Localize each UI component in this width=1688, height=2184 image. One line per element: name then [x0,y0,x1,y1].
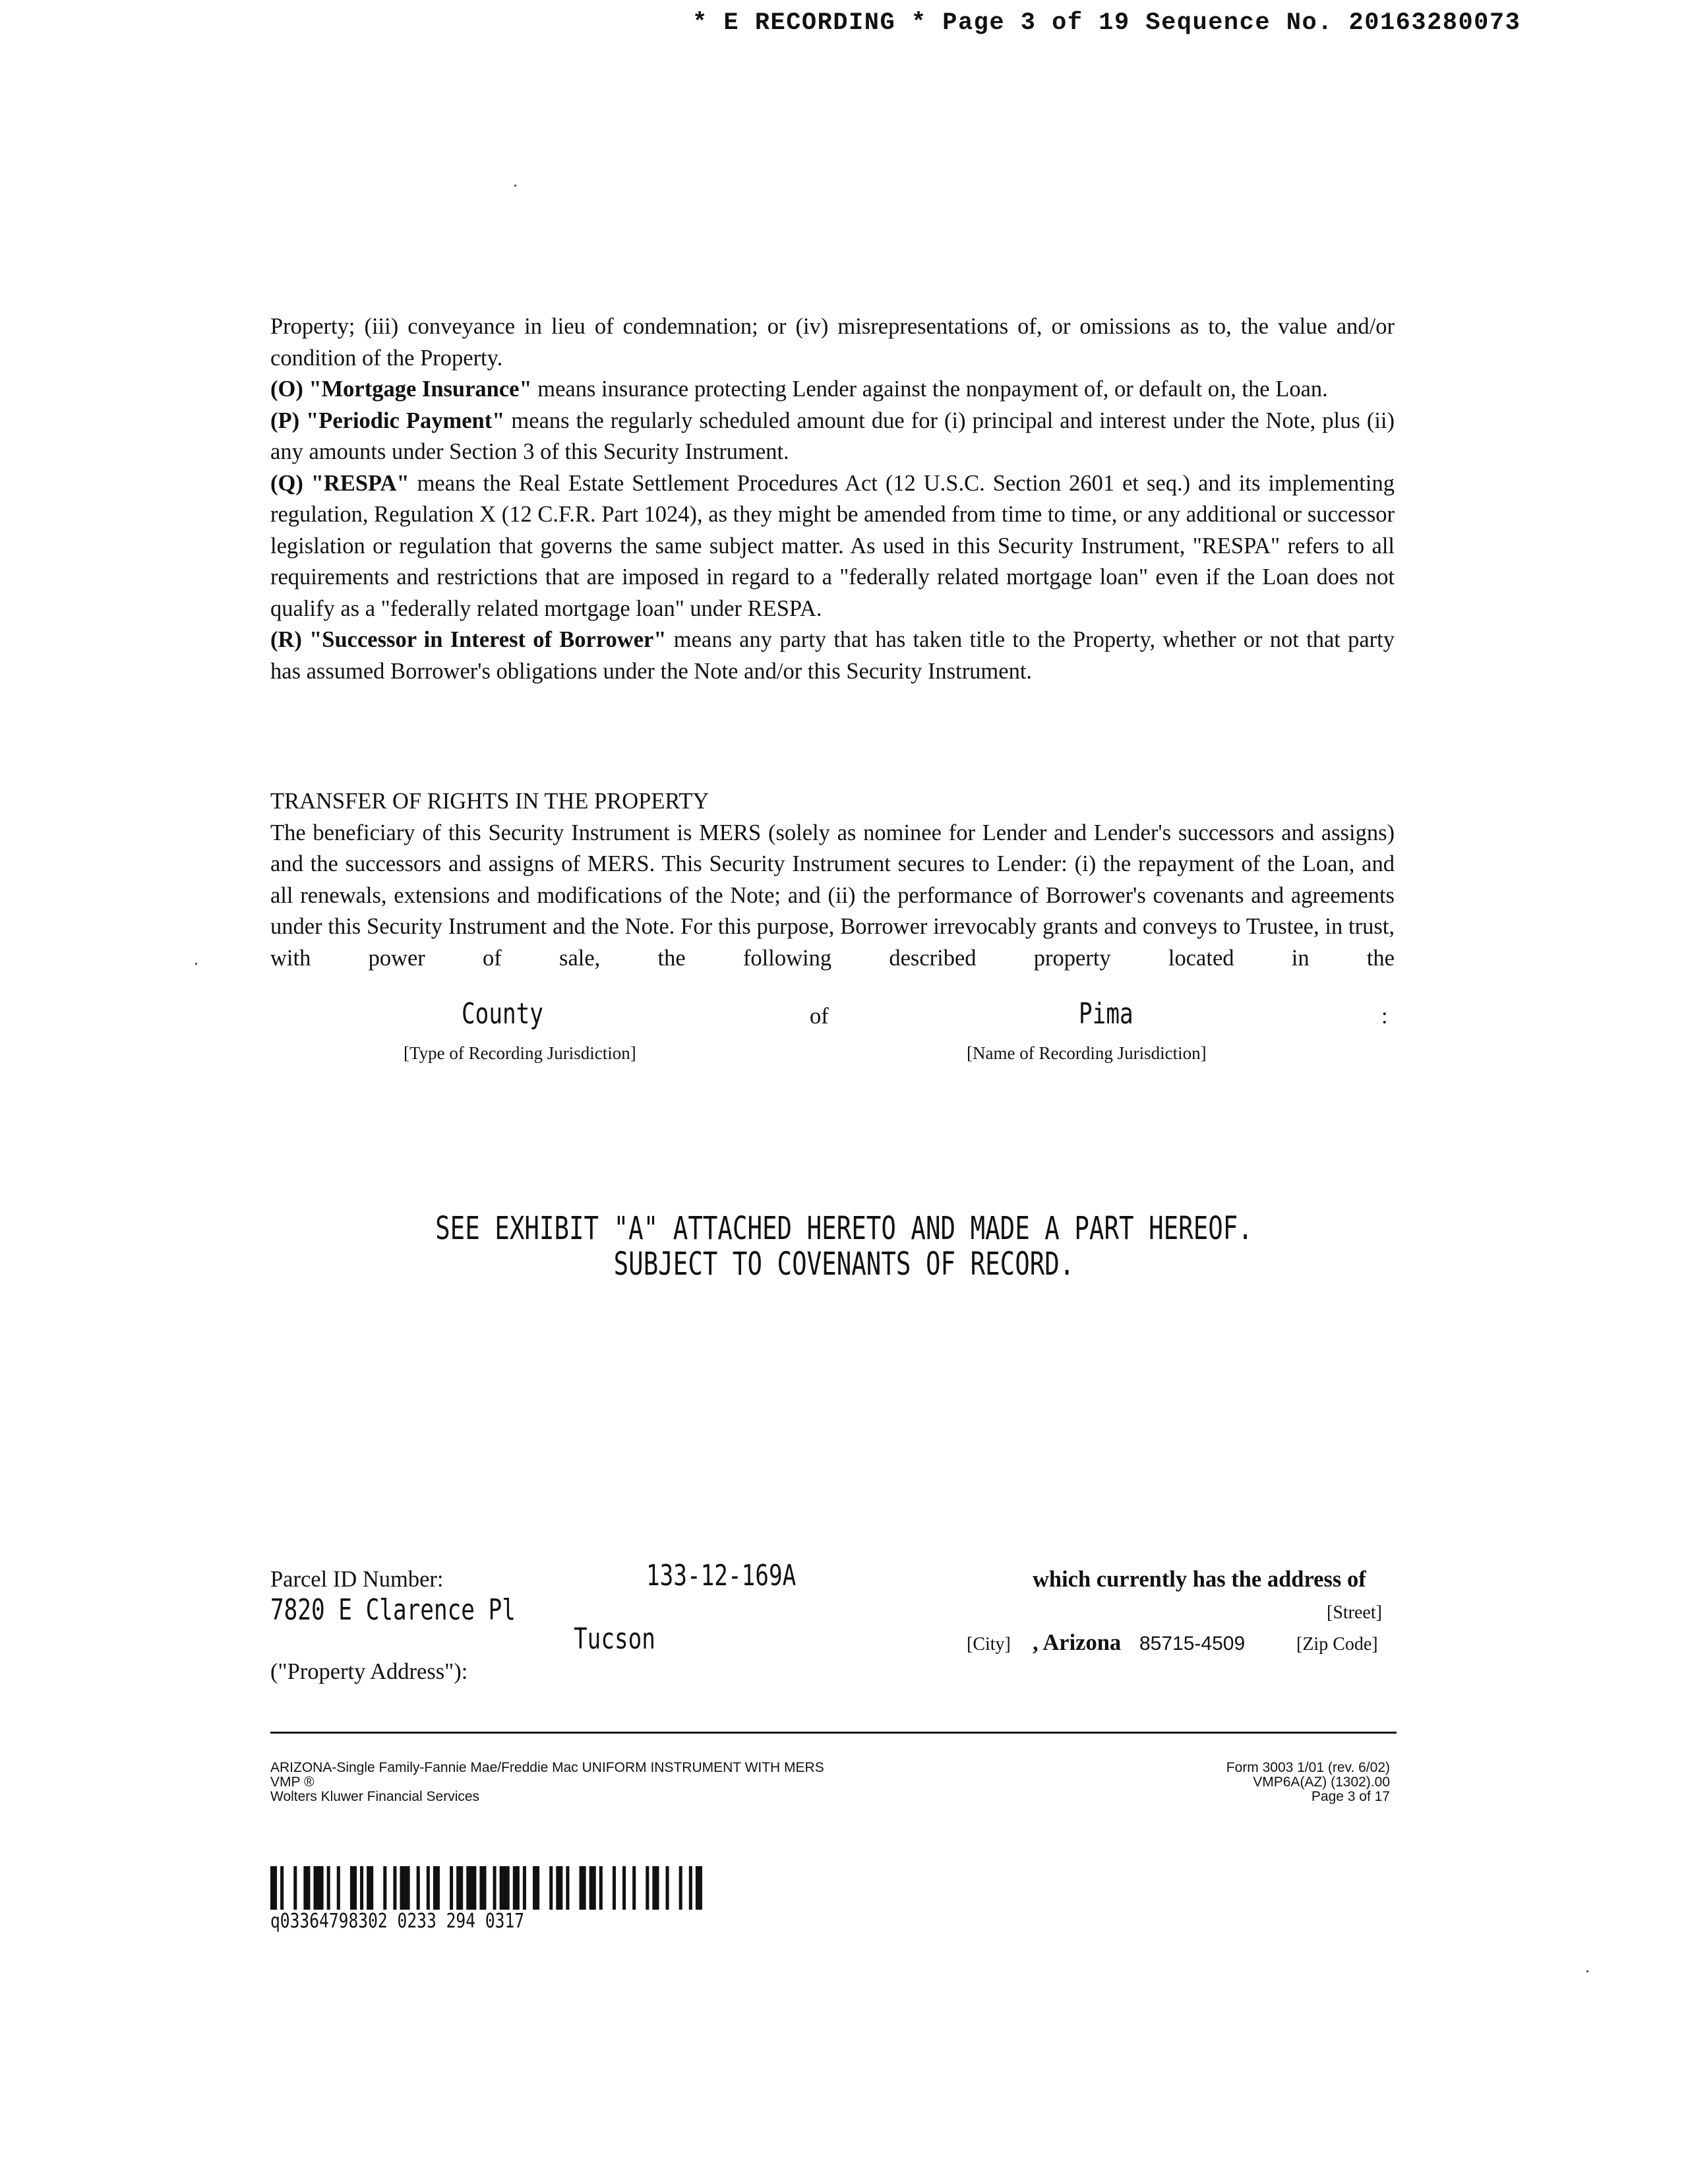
scan-speck [195,963,197,965]
property-address-label: ("Property Address"): [270,1659,468,1684]
transfer-heading: TRANSFER OF RIGHTS IN THE PROPERTY [270,789,709,814]
address-intro: which currently has the address of [1033,1567,1366,1592]
city-value: Tucson [574,1622,655,1656]
barcode-bar [523,1866,526,1910]
barcode-bar [566,1866,569,1910]
exhibit-block [0,1211,1688,1282]
zip-label: [Zip Code] [1296,1634,1378,1654]
transfer-body: The beneficiary of this Security Instrument is MERS (solely as nominee for Lender and Lender's successors and assigns) and the successors and assigns of MERS. This Security Instrument secures to Lender: (i) the repayment of the Loan, and all renewals, extensions and modifications of the Note; and (ii) the performance of Borrower's covenants and agreements under this Security Instrument and the Note. For this purpose, Borrower irrevocably grants and conveys to Trustee, in trust, with power of sale, the following described property located in the [270,820,1395,971]
jurisdiction-colon: : [1381,1004,1388,1029]
jurisdiction-name-value: Pima [1079,997,1133,1031]
barcode-bar [533,1866,539,1910]
parcel-id-value: 133-12-169A [646,1559,797,1592]
barcode-bar [350,1866,357,1910]
definition-q [270,468,1395,625]
zip-value: 85715-4509 [1139,1633,1246,1654]
barcode-bar [652,1866,659,1910]
barcode-bar [450,1866,453,1910]
footer-form-title: ARIZONA-Single Family-Fannie Mae/Freddie Mac UNIFORM INSTRUMENT WITH MERS [270,1760,824,1775]
barcode-bar [270,1866,277,1910]
definition-o-text: means insurance protecting Lender against the nonpayment of, or default on, the Loan. [531,377,1328,402]
barcode-bar [493,1866,497,1910]
barcode-bar [479,1866,486,1910]
barcode-bar [513,1866,520,1910]
barcode-bar [696,1866,702,1910]
barcode-bar [400,1866,409,1910]
definition-q-text: means the Real Estate Settlement Procedures Act (12 U.S.C. Section 2601 et seq.) and its implementing regulation, Regulation X (12 C.F.R. Part 1024), as they might be amended from time to time, or any additional or successor legislation or regulation that governs the same subject matter. As used in this Security Instrument, "RESPA" refers to all requirements and restrictions that are imposed in regard to a "federally related mortgage loan" even if the Loan does not qualify as a "federally related mortgage loan" under RESPA. [270,470,1395,621]
scan-speck [1586,1970,1588,1972]
barcode-bar [327,1866,330,1910]
definition-q-term: (Q) "RESPA" [270,470,409,496]
footer-form-number: Form 3003 1/01 (rev. 6/02) [1226,1760,1390,1775]
barcode-bar [433,1866,440,1910]
barcode-bar [556,1866,562,1910]
barcode-bar [427,1866,430,1910]
parcel-id-label: Parcel ID Number: [270,1567,444,1592]
exhibit-line-2: SUBJECT TO COVENANTS OF RECORD. [613,1246,1075,1283]
barcode-bar [280,1866,284,1910]
barcode-bar [500,1866,510,1910]
barcode-bar [293,1866,297,1910]
jurisdiction-of-word: of [810,1004,829,1029]
barcode-bar [599,1866,603,1910]
street-value: 7820 E Clarence Pl [270,1593,516,1627]
definition-n-continued: Property; (iii) conveyance in lieu of condemnation; or (iv) misrepresentations of, or omissions as to, the value and/or condition of the Property. [270,314,1395,371]
definitions-section [270,311,1395,687]
jurisdiction-type-value: County [462,997,543,1031]
footer-vmp: VMP ® [270,1774,315,1790]
barcode-bar [466,1866,476,1910]
definition-p-term: (P) "Periodic Payment" [270,408,505,433]
footer-rule [270,1732,1397,1734]
footer-right [1226,1761,1390,1804]
barcode-bar [679,1866,682,1910]
barcode-bar [367,1866,373,1910]
definition-r-text: means any party that has taken title to the Property, whether or not that party has assumed Borrower's obligations under the Note and/or this Security Instrument. [270,627,1395,684]
barcode [270,1866,706,1910]
definition-o-term: (O) "Mortgage Insurance" [270,377,532,402]
barcode-bar [580,1866,586,1910]
city-label: [City] [967,1634,1011,1654]
barcode-bar [632,1866,636,1910]
jurisdiction-type-label: [Type of Recording Jurisdiction] [404,1043,636,1063]
barcode-bar [313,1866,323,1910]
barcode-bar [303,1866,310,1910]
exhibit-line-1: SEE EXHIBIT "A" ATTACHED HERETO AND MADE A PART HEREOF. [435,1210,1253,1247]
barcode-bar [622,1866,626,1910]
barcode-bar [456,1866,463,1910]
footer-page-number: Page 3 of 17 [1311,1789,1390,1804]
barcode-bar [337,1866,340,1910]
scan-speck [514,185,516,187]
barcode-bar [360,1866,363,1910]
definition-r-term: (R) "Successor in Interest of Borrower" [270,627,667,652]
recording-header: * E RECORDING * Page 3 of 19 Sequence No. 20163280073 [692,9,1521,37]
barcode-bar [393,1866,396,1910]
footer-left [270,1761,824,1804]
footer-vmp-code: VMP6A(AZ) (1302).00 [1253,1774,1390,1790]
barcode-bar [689,1866,692,1910]
definition-r [270,624,1395,687]
definition-o [270,374,1395,406]
state-value: , Arizona [1033,1630,1122,1655]
barcode-bar [383,1866,386,1910]
barcode-bar [589,1866,596,1910]
barcode-bar [417,1866,420,1910]
footer-publisher: Wolters Kluwer Financial Services [270,1789,480,1804]
transfer-section [270,786,1395,974]
barcode-bar [549,1866,553,1910]
definition-p [270,406,1395,468]
barcode-bar [646,1866,649,1910]
barcode-number: q03364798302 0233 294 0317 [270,1910,525,1933]
barcode-bar [613,1866,616,1910]
jurisdiction-name-label: [Name of Recording Jurisdiction] [967,1043,1207,1063]
barcode-bar [666,1866,669,1910]
street-label: [Street] [1327,1602,1382,1623]
definition-p-text: means the regularly scheduled amount due for (i) principal and interest under the Note, plus (ii) any amounts under Section 3 of this Security Instrument. [270,408,1395,464]
